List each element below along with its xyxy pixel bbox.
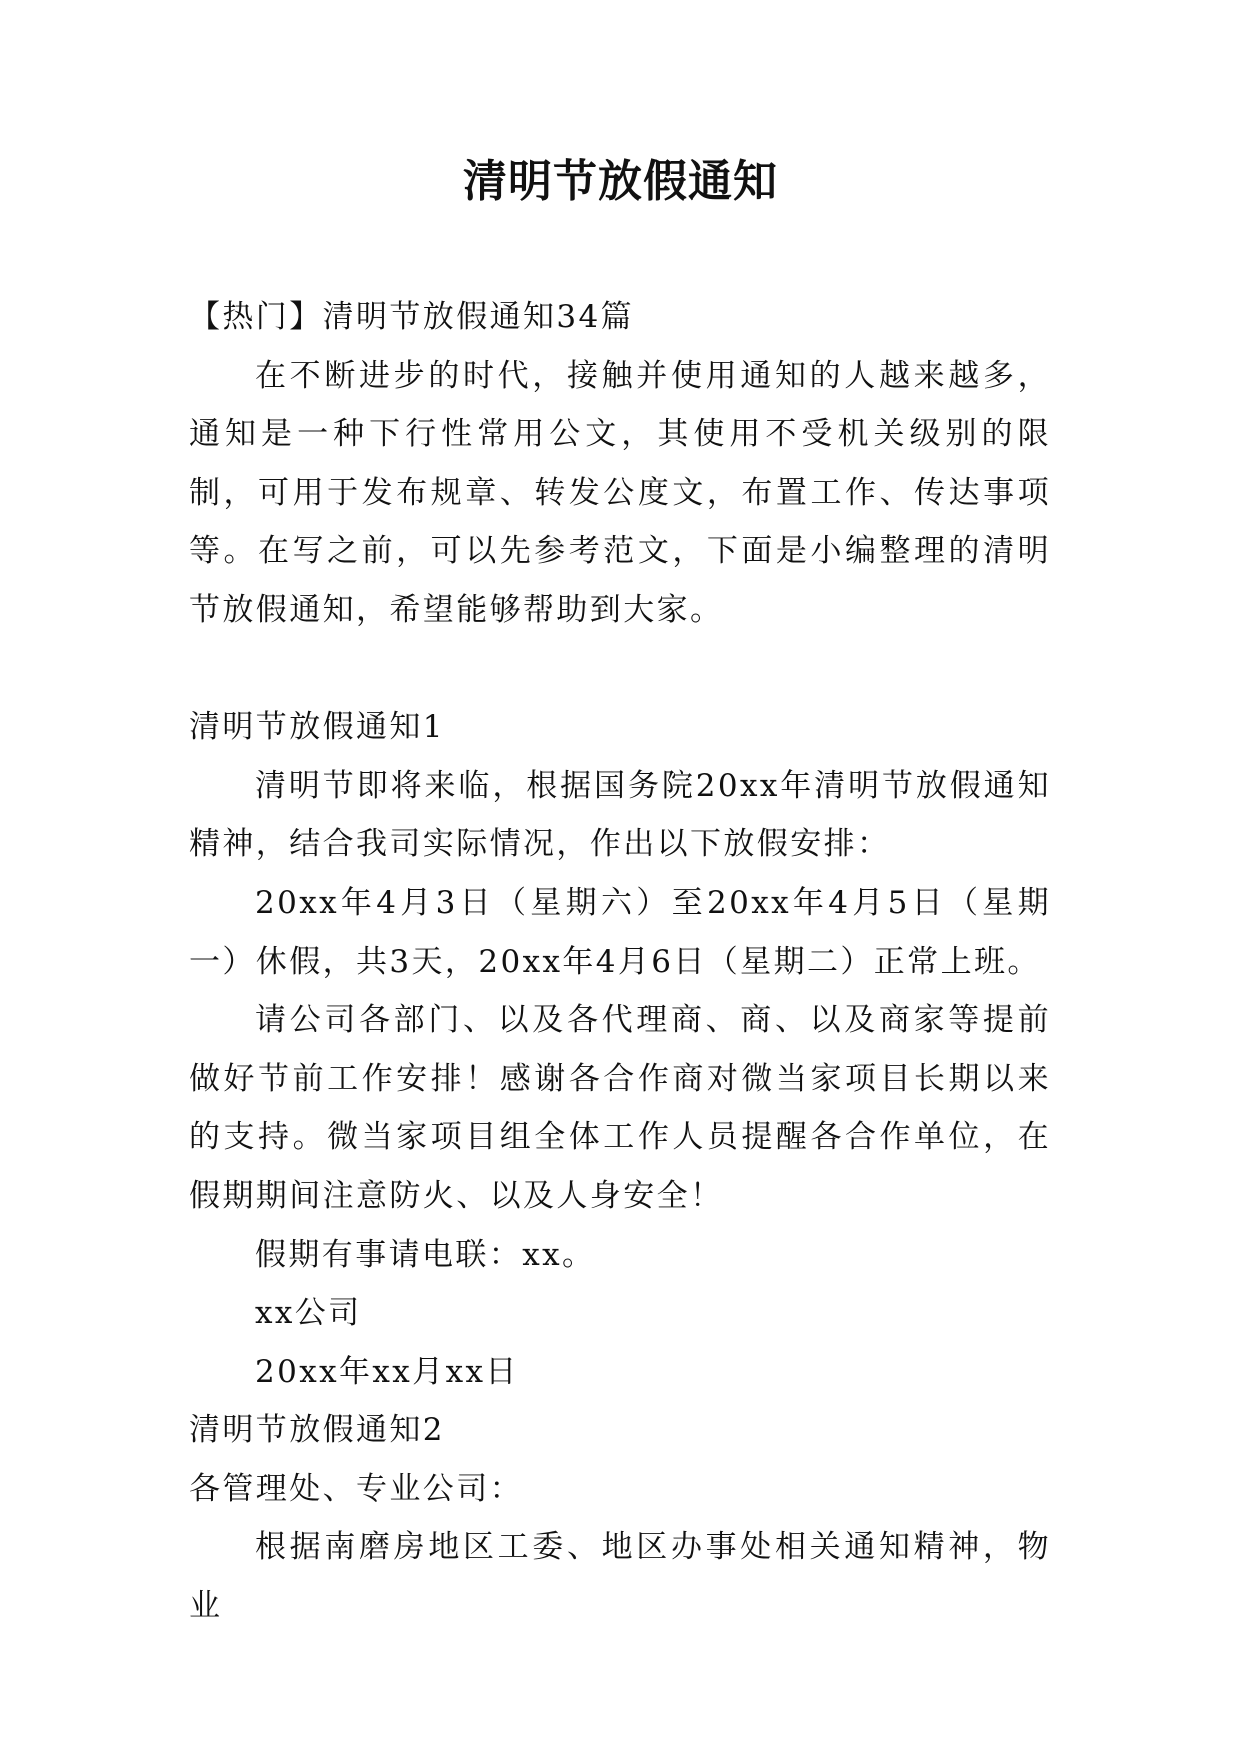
section-heading-1: 清明节放假通知1 xyxy=(189,709,445,746)
notice-1-paragraph-2: 20xx年4月3日（星期六）至20xx年4月5日（星期一）休假，共3天，20xx年4月6日（星期二）正常上班。 xyxy=(189,884,1051,980)
notice-1-company: xx公司 xyxy=(255,1295,362,1332)
section-heading-2: 清明节放假通知2 xyxy=(189,1412,445,1449)
blank-line xyxy=(189,640,1051,699)
notice-2-salutation: 各管理处、专业公司： xyxy=(189,1470,523,1507)
intro-paragraph: 在不断进步的时代，接触并使用通知的人越来越多，通知是一种下行性常用公文，其使用不受机关级别的限制，可用于发布规章、转发公度文，布置工作、传达事项等。在写之前，可以先参考范文，下面是小编整理的清明节放假通知，希望能够帮助到大家。 xyxy=(189,357,1051,628)
notice-1-paragraph-1: 清明节即将来临，根据国务院20xx年清明节放假通知精神，结合我司实际情况，作出以下放假安排： xyxy=(189,767,1051,863)
document-body xyxy=(189,288,1051,1636)
notice-1-paragraph-3: 请公司各部门、以及各代理商、商、以及商家等提前做好节前工作安排！感谢各合作商对微当家项目长期以来的支持。微当家项目组全体工作人员提醒各合作单位，在假期期间注意防火、以及人身安全！ xyxy=(189,1002,1051,1214)
notice-1-contact: 假期有事请电联：xx。 xyxy=(255,1236,596,1273)
heading-hot-article: 【热门】清明节放假通知34篇 xyxy=(189,299,635,335)
document-title: 清明节放假通知 xyxy=(463,156,778,207)
notice-1-date: 20xx年xx月xx日 xyxy=(255,1353,519,1390)
notice-2-paragraph-1: 根据南磨房地区工委、地区办事处相关通知精神，物业 xyxy=(189,1529,1051,1625)
